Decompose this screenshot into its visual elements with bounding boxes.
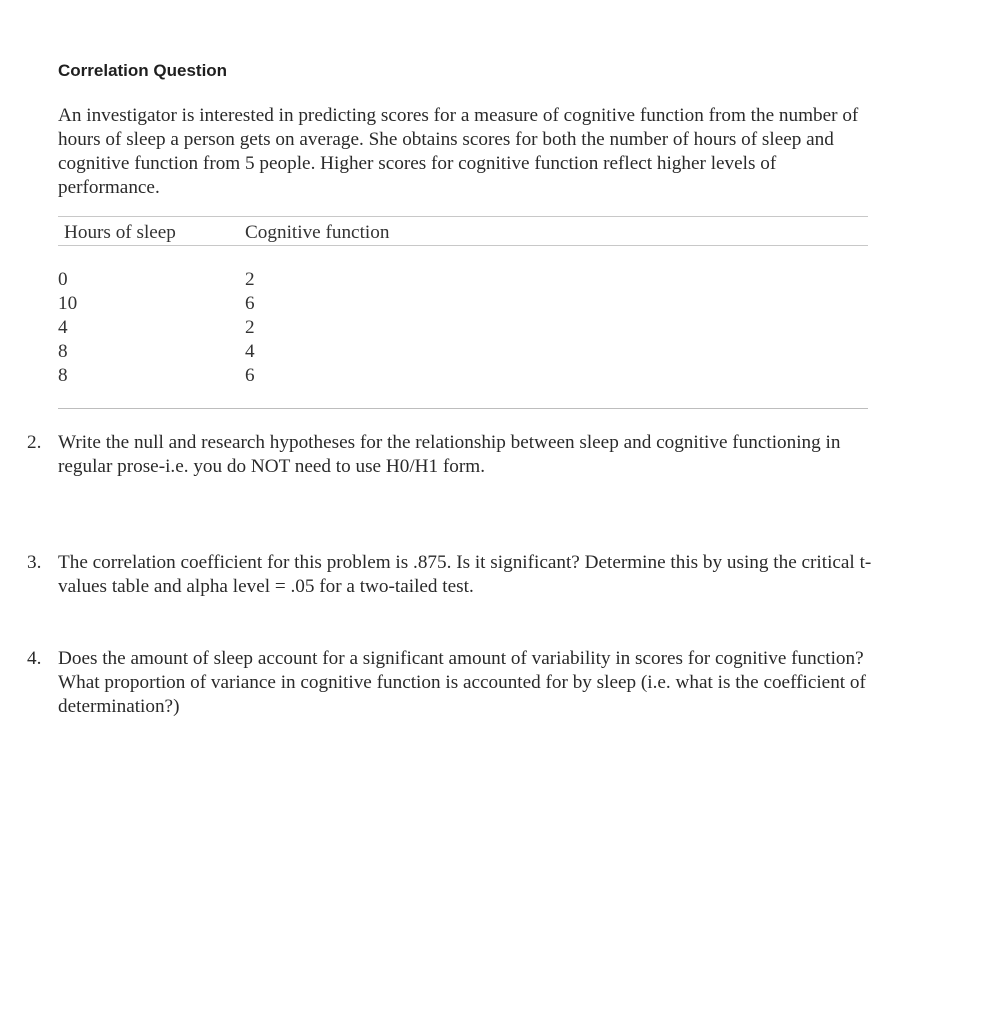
cell-cognitive: 6 bbox=[245, 365, 255, 386]
question-number: 4. bbox=[27, 648, 42, 669]
table-row bbox=[58, 364, 868, 388]
header-hours-of-sleep: Hours of sleep bbox=[64, 222, 176, 243]
cell-cognitive: 6 bbox=[245, 293, 255, 314]
header-cognitive-function: Cognitive function bbox=[245, 222, 390, 243]
table-row bbox=[58, 268, 868, 292]
table-row bbox=[58, 292, 868, 316]
table-row bbox=[58, 340, 868, 364]
table-body bbox=[58, 246, 868, 408]
intro-paragraph: An investigator is interested in predicting scores for a measure of cognitive function from the number of hours of sleep a person gets on average. She obtains scores for both the number of hours of sleep and cognitive function from 5 people. Higher scores for cognitive function reflect higher levels of performance. bbox=[58, 105, 859, 198]
cell-cognitive: 4 bbox=[245, 341, 255, 362]
table-bottom-rule bbox=[58, 408, 868, 409]
data-table bbox=[58, 216, 868, 409]
cell-cognitive: 2 bbox=[245, 269, 255, 290]
cell-hours: 8 bbox=[58, 341, 68, 362]
question-text: Does the amount of sleep account for a significant amount of variability in scores for cognitive function? What proportion of variance in cognitive function is accounted for by sleep (i.e. what is the coefficient of determination?) bbox=[58, 648, 866, 717]
question-text: The correlation coefficient for this problem is .875. Is it significant? Determine this by using the critical t-values table and alpha level = .05 for a two-tailed test. bbox=[58, 552, 872, 597]
cell-hours: 10 bbox=[58, 293, 78, 314]
cell-cognitive: 2 bbox=[245, 317, 255, 338]
question-number: 2. bbox=[27, 432, 42, 453]
question-text: Write the null and research hypotheses for the relationship between sleep and cognitive functioning in regular prose-i.e. you do NOT need to use H0/H1 form. bbox=[58, 432, 841, 477]
question-number: 3. bbox=[27, 552, 42, 573]
cell-hours: 4 bbox=[58, 317, 68, 338]
cell-hours: 8 bbox=[58, 365, 68, 386]
table-row bbox=[58, 316, 868, 340]
table-header bbox=[58, 217, 868, 245]
cell-hours: 0 bbox=[58, 269, 68, 290]
document-title: Correlation Question bbox=[58, 61, 228, 80]
